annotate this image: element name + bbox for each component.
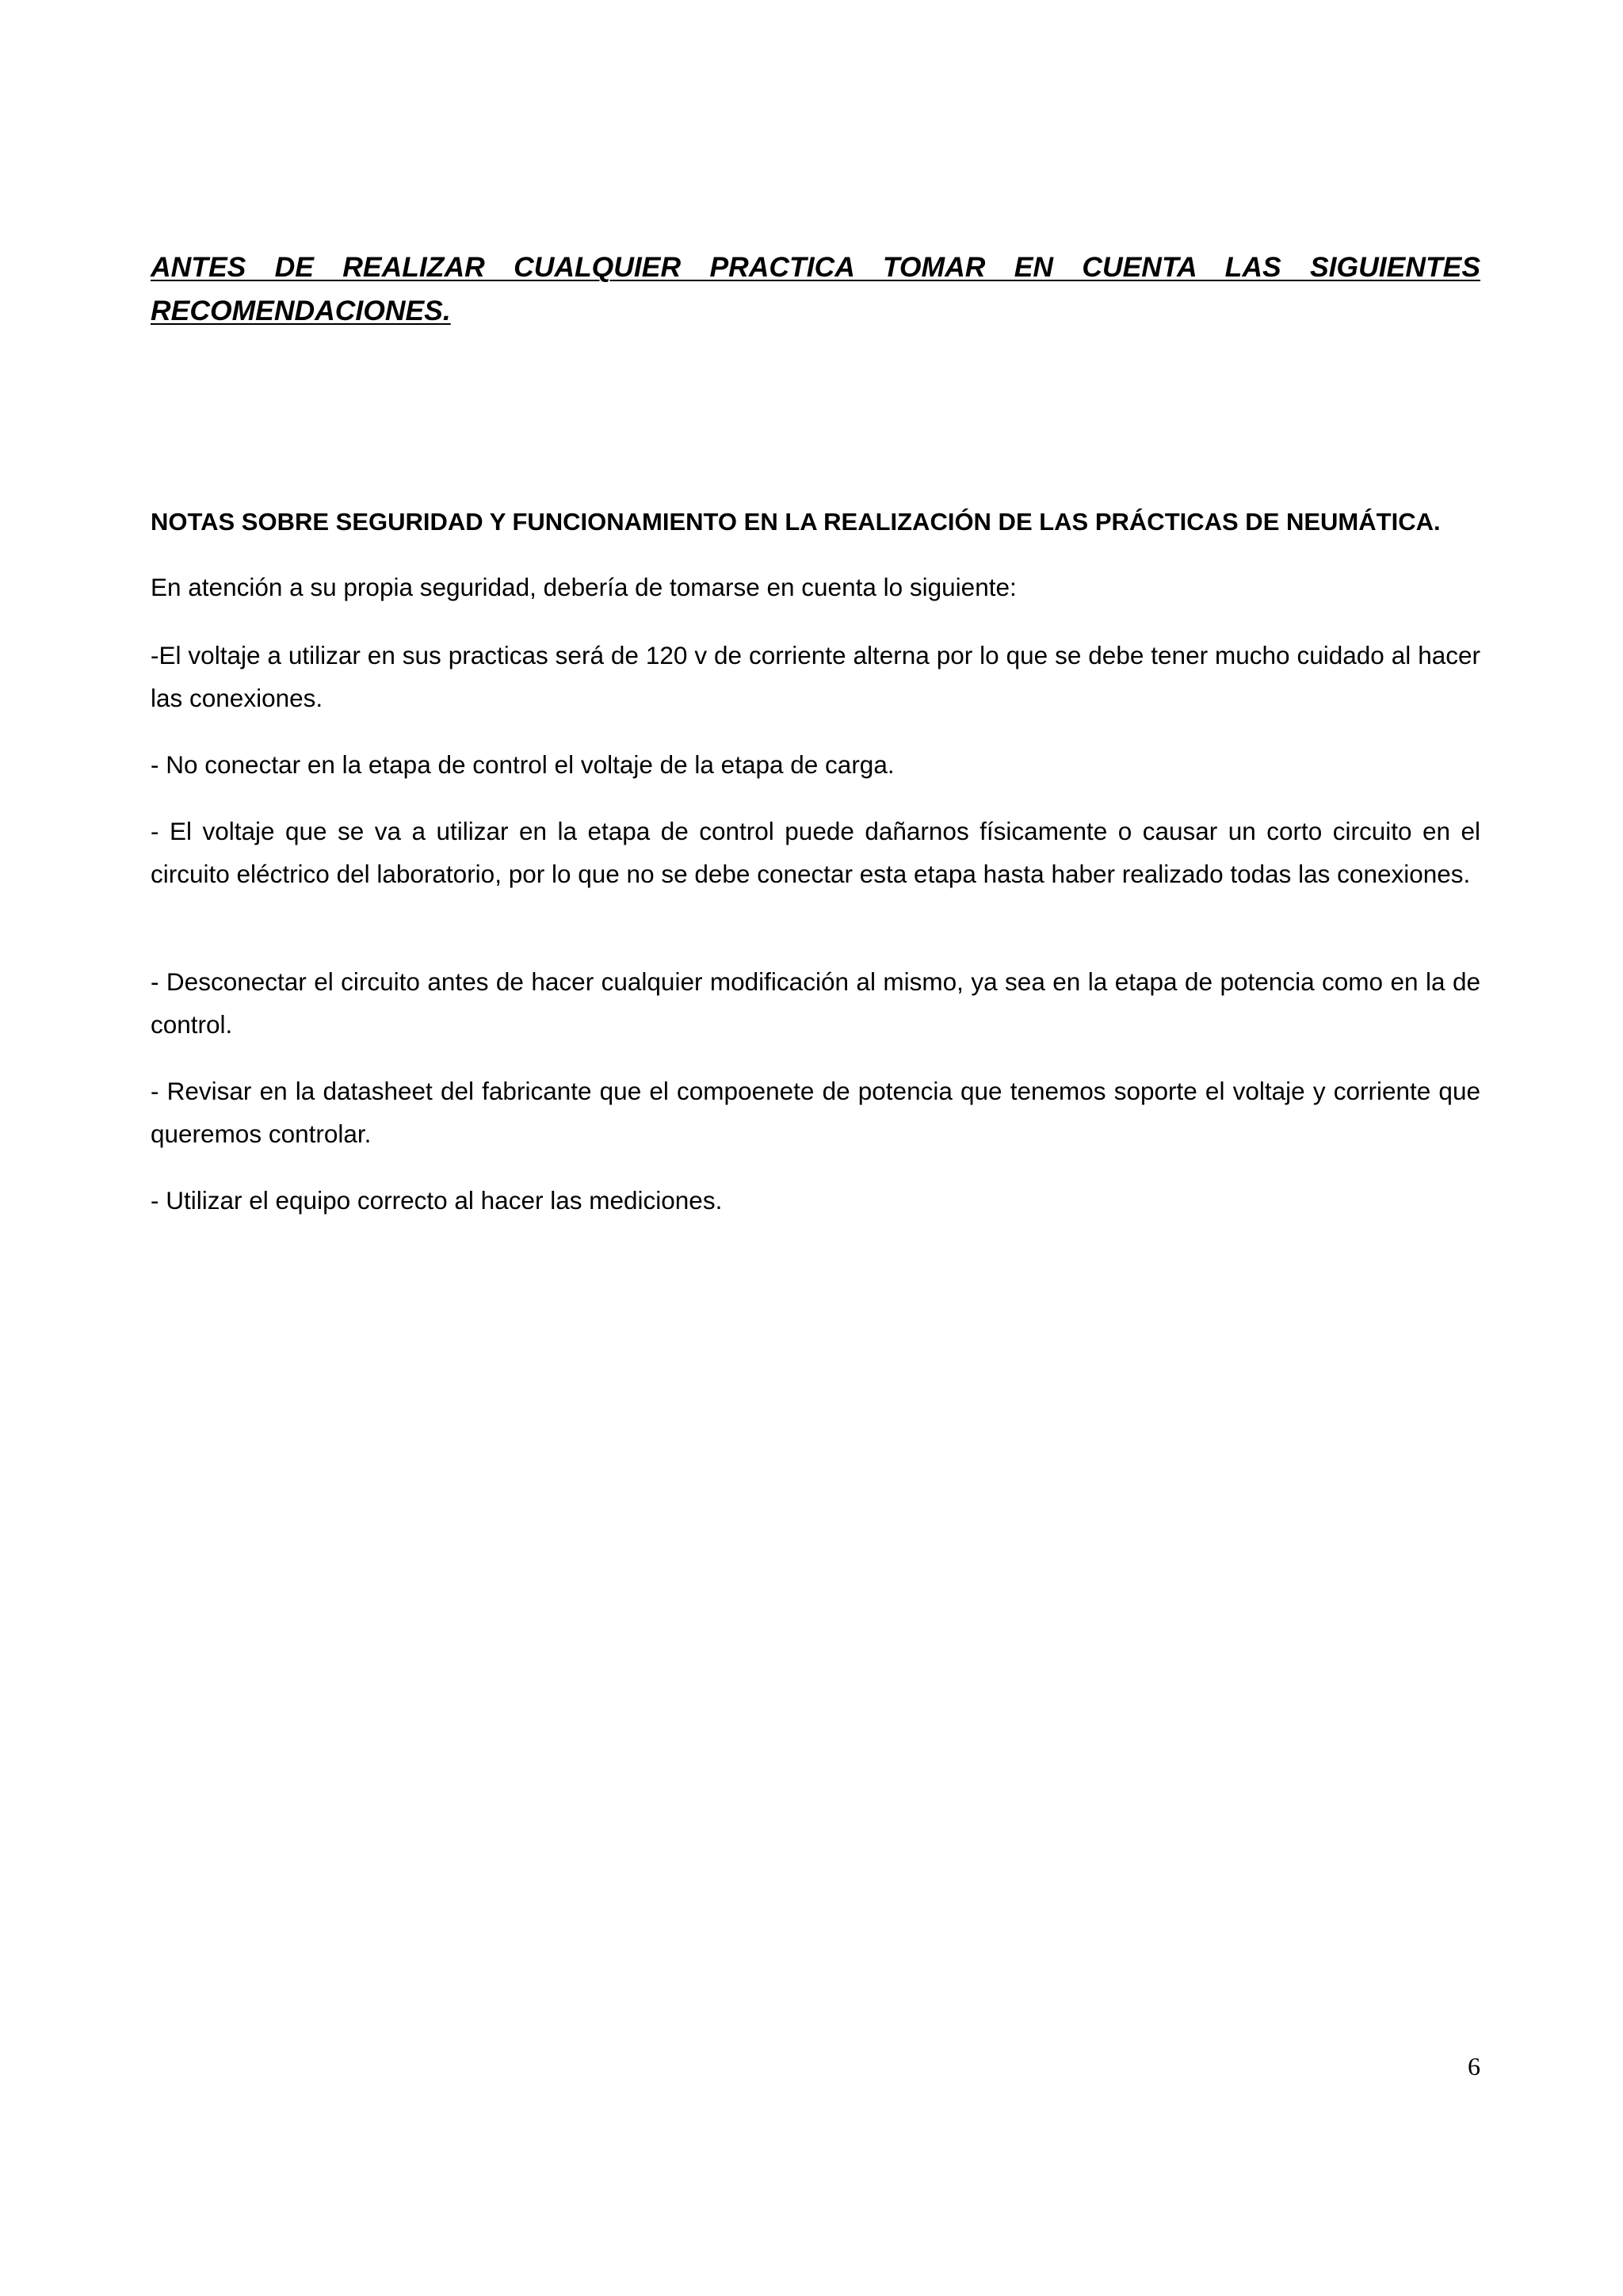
recommendation-item: - El voltaje que se va a utilizar en la etapa de control puede dañarnos físicamente o causar un corto circuito en el circuito eléctrico del laboratorio, por lo que no se debe conectar esta etapa hasta haber realizado todas las conexiones. (151, 817, 1480, 888)
recommendation-item: - No conectar en la etapa de control el voltaje de la etapa de carga. (151, 750, 895, 779)
recommendation-item: - Desconectar el circuito antes de hacer cualquier modificación al mismo, ya sea en la etapa de potencia como en la de control. (151, 967, 1480, 1039)
section-heading: NOTAS SOBRE SEGURIDAD Y FUNCIONAMIENTO EN LA REALIZACIÓN DE LAS PRÁCTICAS DE NEUMÁTICA. (151, 508, 1441, 536)
main-heading: ANTES DE REALIZAR CUALQUIER PRACTICA TOMAR EN CUENTA LAS SIGUIENTES RECOMENDACIONES. (151, 251, 1480, 326)
recommendation-item: -El voltaje a utilizar en sus practicas será de 120 v de corriente alterna por lo que se debe tener mucho cuidado al hacer las conexiones. (151, 641, 1480, 712)
recommendation-item: - Revisar en la datasheet del fabricante que el compoenete de potencia que tenemos soporte el voltaje y corriente que queremos controlar. (151, 1077, 1480, 1148)
intro-paragraph: En atención a su propia seguridad, debería de tomarse en cuenta lo siguiente: (151, 573, 1017, 601)
page-number: 6 (1468, 2052, 1480, 2081)
recommendation-item: - Utilizar el equipo correcto al hacer las mediciones. (151, 1186, 723, 1215)
